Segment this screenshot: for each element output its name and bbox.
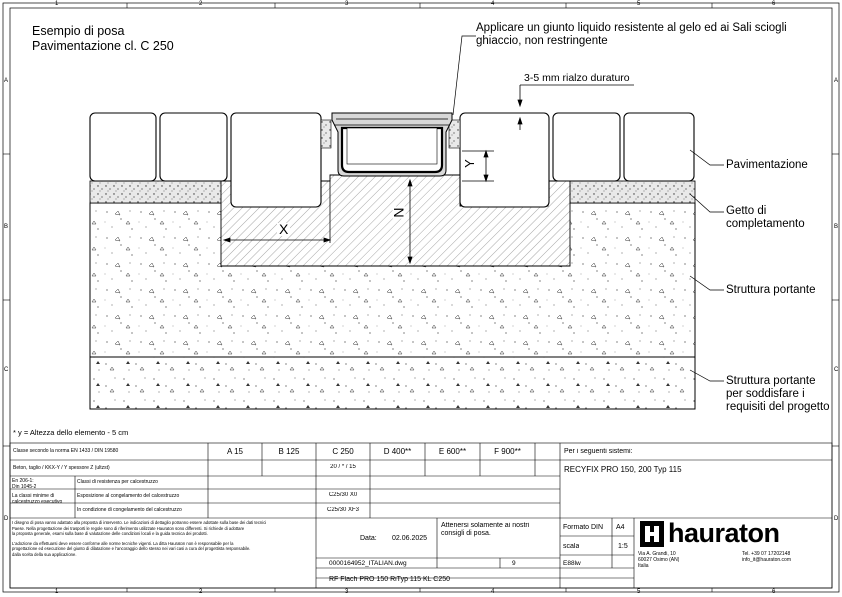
- drawing-title: [32, 24, 174, 54]
- class-a15: A 15: [226, 447, 243, 456]
- callout-joint-line1: Applicare un giunto liquido resistente al gelo ed ai Sali sciogli: [476, 22, 787, 34]
- min-class-label-a: La classi minime di: [12, 493, 55, 499]
- frame-col-label: 3: [345, 589, 349, 595]
- systems-value: RECYFIX PRO 150, 200 Typ 115: [564, 465, 682, 474]
- frame-col-label: 6: [772, 1, 776, 7]
- drawing-title-line1: Esempio di posa: [32, 24, 125, 38]
- address-line3: Italia: [638, 563, 649, 569]
- scale-label: scala: [563, 543, 580, 550]
- frame-col-label: 6: [772, 589, 776, 595]
- brand-logo-mark: [640, 521, 664, 547]
- frame-row-label: A: [834, 78, 839, 84]
- date-value: 02.06.2025: [392, 535, 428, 542]
- freeze-value: C25/30 XF3: [326, 507, 360, 513]
- file-name: 0000164952_ITALIAN.dwg: [329, 560, 407, 567]
- note-line: la proposta generale, esami sulla base di valutazione delle condizioni locali e la guida tecnica dei prodotti.: [12, 531, 208, 536]
- exposure-label: Esposizione al congelamento del calcestruzzo: [77, 493, 180, 499]
- callout-base2: [726, 375, 830, 414]
- callout-joint: [476, 22, 787, 48]
- address-line1: Via A. Grandi, 10: [638, 551, 676, 557]
- concrete-label: Beton, taglio / KKX-Y / Y spessore Z (ultzst): [13, 465, 110, 471]
- callout-fill-line1: Getto di: [726, 205, 767, 217]
- frame-col-label: 1: [55, 589, 59, 595]
- resistance-label: Classi di resistenza per calcestruzzo: [77, 479, 158, 485]
- advice-text: [441, 522, 529, 538]
- note-line: Paese. Nella progettazione dei trasporti le regole sono di riferimento utilizzate Hauraton sono differenti. Si richiede di adottare: [12, 525, 245, 531]
- format-label: Formato DIN: [563, 524, 604, 531]
- notes-block: [12, 520, 314, 557]
- phone: Tel. +39 07 17202148: [742, 551, 791, 557]
- revision: 9: [512, 560, 516, 567]
- dim-n-label: N: [390, 207, 407, 218]
- code: E88lw: [563, 560, 581, 567]
- brand-wordmark: hauraton: [668, 518, 780, 548]
- advice-line2: consigli di posa.: [441, 530, 491, 537]
- callout-paving: Pavimentazione: [726, 159, 808, 171]
- callout-base2-line3: requisiti del progetto: [726, 401, 830, 413]
- frame-col-label: 2: [199, 1, 203, 7]
- concrete-value: 20 / * / 15: [330, 464, 356, 470]
- frame-row-label: A: [4, 78, 9, 84]
- norm-label-a: En 206-1:: [12, 478, 34, 484]
- address-line2: 60027 Osimo (AN): [638, 557, 680, 563]
- frame-row-label: C: [4, 367, 9, 373]
- footnote: * y = Altezza dello elemento - 5 cm: [13, 429, 129, 437]
- dim-y-label: Y: [461, 159, 477, 168]
- callout-raise: 3-5 mm rialzo duraturo: [524, 72, 630, 84]
- frame-col-label: 4: [491, 589, 495, 595]
- class-norm-label: Classe secondo la norma EN 1433 / DIN 19580: [13, 448, 119, 454]
- callout-joint-line2: ghiaccio, non restringente: [476, 35, 608, 47]
- class-f900: F 900**: [494, 447, 521, 456]
- advice-line1: Attenersi solamente ai nostri: [441, 522, 530, 529]
- callout-fill-line2: completamento: [726, 218, 805, 230]
- drawing-title-line2: Pavimentazione cl. C 250: [32, 39, 174, 53]
- callout-base: Struttura portante: [726, 284, 816, 296]
- address: [638, 551, 679, 569]
- frame-col-label: 5: [637, 1, 641, 7]
- dim-x-label: X: [279, 221, 289, 237]
- note-line: I disegno di posa vanno adattato alla proposta di intervento. Le indicazioni di dettaglio potranno essere adottate sulla base dei dati tecnici: [12, 520, 267, 525]
- frame-col-label: 2: [199, 589, 203, 595]
- exposure-value: C25/30 X0: [328, 492, 358, 498]
- norm-label-b: Din 1045-2: [12, 484, 37, 490]
- date-label: Data:: [360, 535, 377, 542]
- email: info_it@hauraton.com: [742, 557, 791, 563]
- scale-value: 1:5: [618, 543, 628, 550]
- class-c250: C 250: [332, 447, 354, 456]
- frame-row-label: D: [834, 516, 839, 522]
- frame-col-label: 1: [55, 1, 59, 7]
- freeze-label: In condizione di congelamento del calcestruzzo: [77, 507, 182, 513]
- frame-row-label: C: [834, 367, 839, 373]
- frame-col-label: 5: [637, 589, 641, 595]
- frame-col-label: 3: [345, 1, 349, 7]
- drawing-code-title: RF Flach PRO 150 RiTyp 115 KL C250: [329, 576, 450, 583]
- class-e600: E 600**: [438, 447, 467, 456]
- class-d400: D 400**: [383, 447, 412, 456]
- frame-row-label: B: [4, 224, 9, 230]
- min-class-label-b: calcestruzzo esecutivo: [12, 499, 63, 505]
- frame-row-label: D: [4, 516, 9, 522]
- callout-base2-line2: per soddisfare i: [726, 388, 805, 400]
- note-line: dalla scelta della sua applicazione.: [12, 551, 77, 557]
- callout-base2-line1: Struttura portante: [726, 375, 816, 387]
- class-b125: B 125: [278, 447, 300, 456]
- systems-label: Per i seguenti sistemi:: [564, 448, 633, 455]
- format-value: A4: [616, 524, 625, 531]
- note-line: progettazione ed esecuzione del giunto di dilatazione e l'ancoraggio dello stesso nei vari casi a cura del progettista responsabile.: [12, 546, 251, 551]
- frame-row-label: B: [834, 224, 839, 230]
- note-line: L'adozione da effettuarsi deve essere conforme alle norme tecniche vigenti. La ditta Hauraton non è responsabile per la: [12, 540, 234, 546]
- callout-fill: [726, 205, 805, 231]
- frame-col-label: 4: [491, 1, 495, 7]
